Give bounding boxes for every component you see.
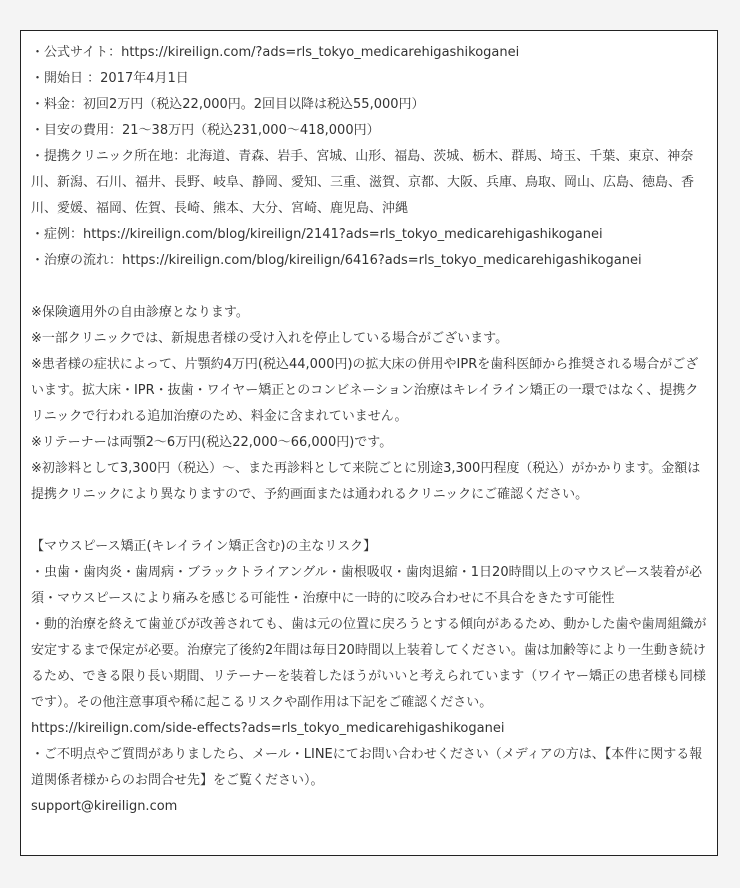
note-consultation-fee: ※初診料として3,300円（税込）〜、また再診料として来院ごとに別途3,300円程度（税込）がかかります。金額は提携クリニックにより異なりますので、予約画面または通われるクリニックにご確認ください。: [31, 461, 701, 502]
estimated-cost-line: ・目安の費用：21〜38万円（税込231,000〜418,000円）: [31, 123, 380, 138]
risk-item-1: ・虫歯・歯肉炎・歯周病・ブラックトライアングル・歯根吸収・歯肉退縮・1日20時間以上のマウスピース装着が必須・マウスピースにより痛みを感じる可能性・治療中に一時的に咬み合わせに不具合をきたす可能性: [31, 565, 703, 606]
note-new-patients: ※一部クリニックでは、新規患者様の受け入れを停止している場合がございます。: [31, 331, 509, 346]
fee-line: ・料金：初回2万円（税込22,000円。2回目以降は税込55,000円）: [31, 97, 425, 112]
contact-note: ・ご不明点やご質問がありましたら、メール・LINEにてお問い合わせください（メディアの方は、【本件に関する報道関係者様からのお問合せ先】をご覧ください）。: [31, 747, 703, 788]
page-top-margin: [0, 0, 740, 30]
clinic-locations-text: ・提携クリニック所在地：北海道、青森、岩手、宮城、山形、福島、茨城、栃木、群馬、埼玉、千葉、東京、神奈川、新潟、石川、福井、長野、岐阜、静岡、愛知、三重、滋賀、京都、大阪、兵庫、鳥取、岡山、広島、徳島、香川、愛媛、福岡、佐賀、長崎、熊本、大分、宮崎、鹿児島、沖縄: [31, 149, 695, 216]
notice-box: [20, 30, 718, 856]
note-retainer: ※リテーナーは両顎2〜6万円(税込22,000〜66,000円)です。: [31, 435, 393, 450]
spacer: [31, 274, 707, 300]
note-insurance: ※保険適用外の自由診療となります。: [31, 305, 249, 320]
official-site-line[interactable]: ・公式サイト：https://kireilign.com/?ads=rls_tokyo_medicarehigashikoganei: [31, 45, 520, 60]
note-additional-treatment: ※患者様の症状によって、片顎約4万円(税込44,000円)の拡大床の併用やIPRを歯科医師から推奨される場合がございます。拡大床・IPR・抜歯・ワイヤー矯正とのコンビネーション治療はキレイライン矯正の一環ではなく、提携クリニックで行われる追加治療のため、料金に含まれていません。: [31, 357, 699, 424]
risk-item-2: ・動的治療を終えて歯並びが改善されても、歯は元の位置に戻ろうとする傾向があるため、動かした歯や歯周組織が安定するまで保定が必要。治療完了後約2年間は毎日20時間以上装着してください。歯は加齢等により一生動き続けるため、できる限り長い期間、リテーナーを装着したほうがいいと考えられています（ワイヤー矯正の患者様も同様です）。その他注意事項や稀に起こるリスクや副作用は下記をご確認ください。: [31, 617, 707, 710]
support-email-link[interactable]: support@kireilign.com: [31, 799, 178, 814]
case-studies-line[interactable]: ・症例：https://kireilign.com/blog/kireilign/2141?ads=rls_tokyo_medicarehigashikoganei: [31, 227, 603, 242]
side-effects-link[interactable]: https://kireilign.com/side-effects?ads=rls_tokyo_medicarehigashikoganei: [31, 721, 505, 736]
risks-heading: 【マウスピース矯正(キレイライン矯正含む)の主なリスク】: [31, 539, 377, 554]
page-bottom-margin: [0, 858, 740, 888]
spacer: [31, 508, 707, 534]
treatment-flow-line[interactable]: ・治療の流れ：https://kireilign.com/blog/kireilign/6416?ads=rls_tokyo_medicarehigashikoganei: [31, 253, 642, 268]
start-date-line: ・開始日 ：2017年4月1日: [31, 71, 189, 86]
